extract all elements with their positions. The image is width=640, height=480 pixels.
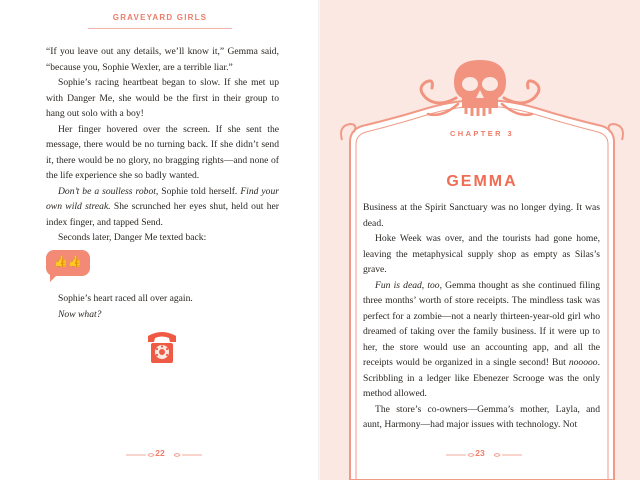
left-paragraph-3: Her finger hovered over the screen. If she sent the message, there would be no turning back. If she didn’t send it, there would be no glory, no bragging rights—and none of the life experience she so badly wanted. [46,123,279,181]
left-paragraph-1: “If you leave out any details, we’ll know it,” Gemma said, “because you, Sophie Wexler, are a terrible liar.” [46,46,279,73]
right-paragraph-3-end: . Scribbling in a ledger like Ebenezer Scrooge was the only method allowed. [363,357,600,399]
left-body-text [46,44,279,246]
chapter-title: GEMMA [446,173,518,190]
right-body-text [363,200,600,433]
left-paragraph-7: Now what? [58,308,102,320]
left-paragraph-4 [46,184,279,231]
chapter-label: CHAPTER 3 [449,129,515,138]
left-paragraph-2: Sophie’s racing heartbeat began to slow. If she met up with Danger Me, she would be the first in their group to hang out solo with a boy! [46,77,279,119]
left-paragraph-4-end: She scrunched her eyes shut, held out her index finger, and tapped Send. [46,201,279,228]
running-head-rule [88,28,232,29]
left-page-number: 22 [155,448,165,458]
text-message-bubble [46,250,90,276]
italic-thought-1: Don’t be a soulless robot, [58,185,159,197]
left-folio-ornament-right [172,452,202,458]
italic-nooooo: nooooo [568,357,598,368]
thumbs-up-icon: 👍👍 [54,255,82,268]
right-paragraph-3-mid: Gemma thought as she continued filing three months’ worth of store receipts. The mindless task was perfect for a zombie—not a nearly thirteen-year-old girl who dreamed of taking over the family business. If it were up to her, the store would use an accounting app, and all the receipts would be organized in a single second! But [363,279,600,368]
right-page-number: 23 [475,448,485,458]
left-paragraph-6: Sophie’s heart raced all over again. [58,293,193,304]
italic-thought-2: Find your own wild streak. [46,185,279,212]
left-paragraph-4-mid: Sophie told herself. [158,185,241,197]
right-paragraph-4: The store’s co-owners—Gemma’s mother, Layla, and aunt, Harmony—had major issues with technology. Not [363,403,600,430]
right-folio-ornament-right [492,452,522,458]
right-paragraph-1: Business at the Spirit Sanctuary was no longer dying. It was dead. [363,202,600,229]
rotary-phone-icon [142,326,182,366]
italic-thought-3: Fun is dead, too, [375,279,443,291]
running-head: GRAVEYARD GIRLS [112,13,208,22]
skull-tentacles-icon [398,58,562,128]
right-paragraph-3 [363,278,600,402]
left-body-text-lower [46,291,279,322]
left-paragraph-5: Seconds later, Danger Me texted back: [58,232,207,243]
right-paragraph-2: Hoke Week was over, and the tourists had gone home, leaving the metaphysical supply shop as empty as Silas’s grave. [363,233,600,275]
